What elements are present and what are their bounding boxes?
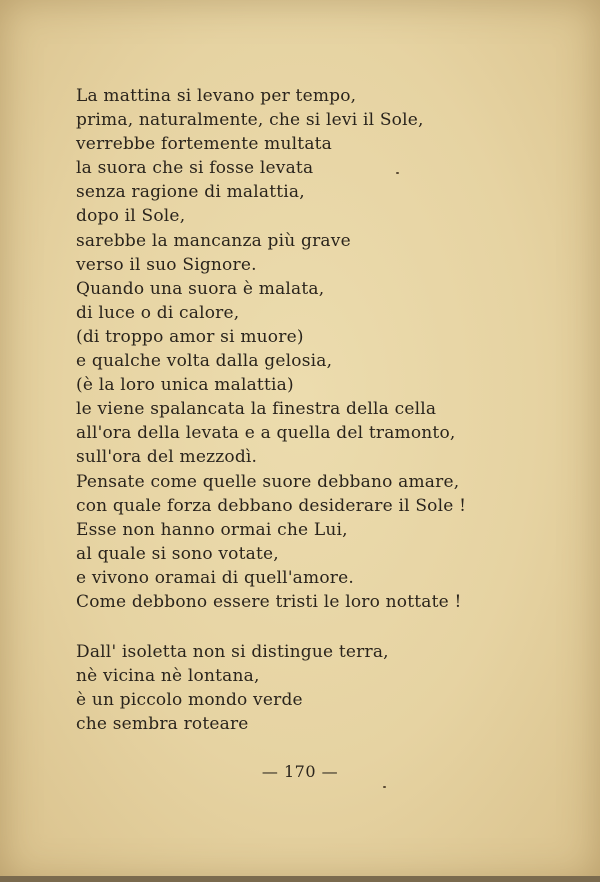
poem-line: verso il suo Signore. [76,254,257,275]
poem-line: La mattina si levano per tempo, [76,86,357,106]
page-bottom-edge [0,876,600,882]
poem-line: che sembra roteare [76,714,249,735]
poem-line: sarebbe la mancanza più grave [76,230,351,251]
poem-line: prima, naturalmente, che si levi il Sole, [76,110,424,131]
poem-line: dopo il Sole, [76,206,186,227]
poem-line: la suora che si fosse levata [76,158,314,179]
poem-line: Pensate come quelle suore debbano amare, [76,471,460,492]
poem-line: senza ragione di malattia, [76,182,305,203]
poem-line: all'ora della levata e a quella del tramonto, [76,423,456,444]
page-number: — 170 — [261,762,339,781]
poem-line: sull'ora del mezzodì. [76,447,258,468]
poem-line: le viene spalancata la finestra della cella [76,399,437,420]
poem-line: verrebbe fortemente multata [76,134,333,155]
poem-line: Dall' isoletta non si distingue terra, [76,642,389,662]
paper-speck [383,786,386,788]
paper-speck [396,172,399,174]
poem-line: Esse non hanno ormai che Lui, [76,519,348,540]
poem-line: Come debbono essere tristi le loro nottate ! [76,591,462,612]
poem-stanza-1 [76,84,466,614]
poem-line: con quale forza debbano desiderare il Sole ! [76,495,467,516]
poem-line: Quando una suora è malata, [76,278,325,299]
poem-line: e qualche volta dalla gelosia, [76,351,333,372]
poem-line: è un piccolo mondo verde [76,690,303,711]
poem-line: e vivono oramai di quell'amore. [76,567,354,588]
poem-line: (di troppo amor si muore) [76,326,304,347]
poem-line: nè vicina nè lontana, [76,666,260,687]
poem-line: di luce o di calore, [76,302,240,323]
poem-line: al quale si sono votate, [76,543,279,564]
poem-line: (è la loro unica malattia) [76,375,294,396]
poem-stanza-2 [76,640,389,736]
